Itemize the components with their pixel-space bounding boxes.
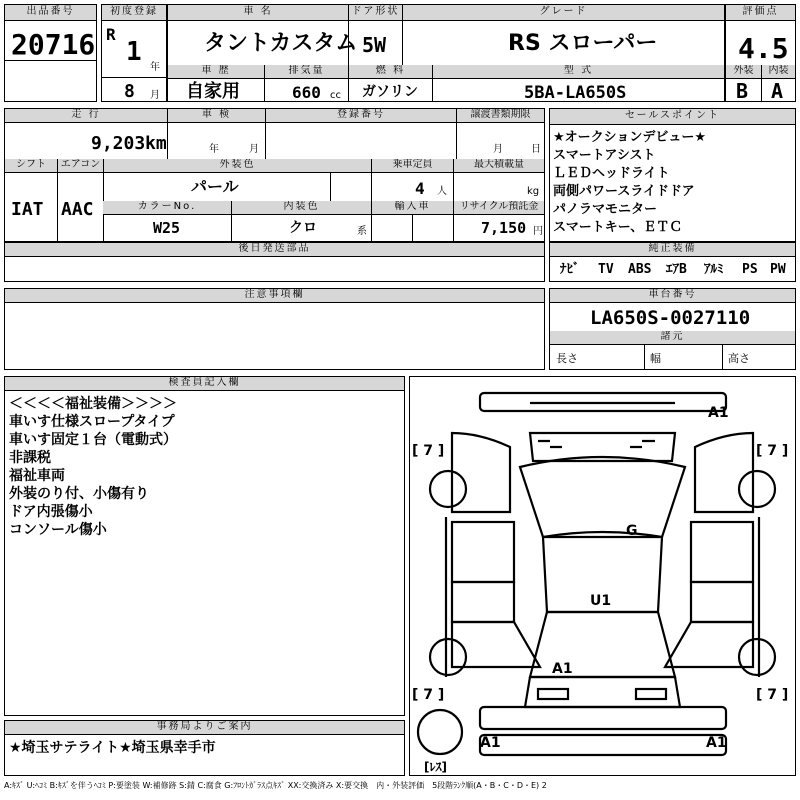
spec-box xyxy=(4,108,545,242)
genuine-equipment-header: 純正装備 xyxy=(550,243,795,257)
equipment-tv: TV xyxy=(598,262,614,277)
shift-header: シフト xyxy=(5,159,57,173)
car-diagram xyxy=(410,377,795,775)
tire-rear-right: [ 7 ] xyxy=(756,687,789,703)
inspector-note-1: ＜＜＜＜福祉装備＞＞＞＞ xyxy=(9,396,177,412)
capacity-header: 乗車定員 xyxy=(371,159,453,173)
lot-number-box xyxy=(4,4,97,102)
color-no-header: カラーNo. xyxy=(103,201,231,215)
mark-u1: U1 xyxy=(590,593,612,609)
office-box xyxy=(4,720,405,776)
genuine-equipment-box xyxy=(549,242,796,282)
mark-g: G xyxy=(626,523,638,539)
transfer-month-unit: 月 xyxy=(493,144,503,155)
model-header: 型 式 xyxy=(432,65,724,79)
notes-header: 注意事項欄 xyxy=(5,289,544,303)
inspector-header: 検査員記入欄 xyxy=(5,377,404,391)
aircon-header: エアコン xyxy=(57,159,103,173)
sales-point-3: ＬＥＤヘッドライト xyxy=(553,166,670,181)
inspector-note-7: ドア内張傷小 xyxy=(9,504,93,520)
height-label: 高さ xyxy=(728,352,750,365)
car-history: 自家用 xyxy=(186,81,240,102)
reg-number-header: 登録番号 xyxy=(265,109,456,123)
first-registration-box xyxy=(101,4,167,102)
cc-unit: cc xyxy=(330,90,341,101)
reg-year: 1 xyxy=(126,37,142,67)
mark-a1-rear-left: A1 xyxy=(480,735,501,751)
shift: IAT xyxy=(11,199,44,220)
notes-box xyxy=(4,288,545,370)
score-header: 評価点 xyxy=(726,5,795,21)
reg-month: 8 xyxy=(124,81,135,102)
equipment-airbag: ｴｱB xyxy=(666,262,687,277)
inspector-note-8: コンソール傷小 xyxy=(9,522,107,538)
grade-header: グレード xyxy=(402,5,724,21)
equipment-alloy: ｱﾙﾐ xyxy=(704,262,724,277)
inspector-note-6: 外装のり付、小傷有り xyxy=(9,486,149,502)
chassis-box xyxy=(549,288,796,370)
inspector-note-2: 車いす仕様スロープタイプ xyxy=(9,414,175,430)
equipment-pw: PW xyxy=(770,262,786,277)
mark-a1-rear: A1 xyxy=(552,661,573,677)
sales-point-1: ★オークションデビュー★ xyxy=(553,130,707,145)
inspector-note-4: 非課税 xyxy=(9,450,51,466)
ext-color-header: 外装色 xyxy=(103,159,371,173)
first-registration-header: 初度登録 xyxy=(102,5,166,21)
km-unit: km xyxy=(145,133,167,154)
equipment-navi: ﾅﾋﾞ xyxy=(560,262,580,277)
door-header: ドア形状 xyxy=(348,5,402,21)
damage-diagram-box xyxy=(409,376,796,776)
lot-number: 20716 xyxy=(11,28,96,61)
inspector-box xyxy=(4,376,405,716)
interior-score: A xyxy=(771,79,784,103)
model: 5BA-LA650S xyxy=(524,83,627,103)
tire-front-left: [ 7 ] xyxy=(412,443,445,459)
aircon: AAC xyxy=(61,199,94,220)
equipment-abs: ABS xyxy=(628,262,652,277)
later-parts-box xyxy=(4,242,545,282)
sales-point-5: パノラマモニター xyxy=(553,202,658,217)
import-header: 輸入車 xyxy=(371,201,453,215)
office-header: 事務局よりご案内 xyxy=(5,721,404,735)
office-text: ★埼玉サテライト★埼玉県幸手市 xyxy=(9,740,216,756)
sales-point-4: 両側パワースライドドア xyxy=(553,184,695,199)
tire-rear-left: [ 7 ] xyxy=(412,687,445,703)
mark-a1-rear-right: A1 xyxy=(706,735,727,751)
sales-points-box xyxy=(549,108,796,242)
int-color: クロ xyxy=(289,220,317,236)
lot-number-header: 出品番号 xyxy=(5,5,96,21)
fuel-header: 燃 料 xyxy=(348,65,432,79)
chassis-number: LA650S-0027110 xyxy=(590,307,751,329)
sales-points-header: セールスポイント xyxy=(550,109,795,125)
inspection-header: 車 検 xyxy=(167,109,265,123)
max-load-header: 最大積載量 xyxy=(453,159,544,173)
insp-year-unit: 年 xyxy=(209,144,219,155)
tire-front-right: [ 7 ] xyxy=(756,443,789,459)
color-no: W25 xyxy=(153,219,181,237)
interior-header: 内装 xyxy=(761,65,795,79)
year-unit: 年 xyxy=(150,62,160,73)
car-name-box xyxy=(167,4,725,102)
sales-point-2: スマートアシスト xyxy=(553,148,656,163)
history-header: 車 歴 xyxy=(168,65,264,79)
recycle-header: リサイクル預託金 xyxy=(453,201,544,215)
grade: RS スローパー xyxy=(508,31,658,56)
inspector-note-5: 福祉車両 xyxy=(9,468,65,484)
mileage: 9,203 xyxy=(91,133,146,154)
recycle-fee: 7,150 xyxy=(481,219,527,237)
score-box xyxy=(725,4,796,102)
ext-color: パール xyxy=(191,177,239,196)
insp-month-unit: 月 xyxy=(249,144,259,155)
era: R xyxy=(106,25,116,44)
exterior-header: 外装 xyxy=(726,65,761,79)
chassis-header: 車台番号 xyxy=(550,289,795,303)
month-unit: 月 xyxy=(150,90,160,101)
transfer-header: 譲渡書類期限 xyxy=(456,109,544,123)
capacity: 4 xyxy=(415,179,425,198)
door-type: 5W xyxy=(362,33,387,57)
kei-unit: 系 xyxy=(357,226,367,237)
car-name-header: 車 名 xyxy=(168,5,348,21)
equipment-ps: PS xyxy=(742,262,758,277)
persons-unit: 人 xyxy=(437,186,447,197)
displacement: 660 xyxy=(292,83,321,102)
score: 4.5 xyxy=(738,32,789,65)
specs-header: 諸元 xyxy=(550,331,795,345)
mileage-header: 走 行 xyxy=(5,109,167,123)
spare-tire: [ﾚｽ] xyxy=(424,760,447,774)
transfer-day-unit: 日 xyxy=(531,144,541,155)
fuel: ガソリン xyxy=(362,84,418,100)
exterior-score: B xyxy=(736,79,749,103)
later-parts-header: 後日発送部品 xyxy=(5,243,544,257)
inspector-note-3: 車いす固定１台（電動式） xyxy=(9,432,177,448)
yen-unit: 円 xyxy=(533,226,543,237)
car-name: タントカスタム xyxy=(204,31,358,56)
kg-unit: kg xyxy=(527,186,540,197)
width-label: 幅 xyxy=(650,352,661,365)
int-color-header: 内装色 xyxy=(231,201,371,215)
length-label: 長さ xyxy=(556,352,578,365)
displacement-header: 排気量 xyxy=(264,65,348,79)
legend: A:ｷｽﾞ U:ﾍｺﾐ B:ｷｽﾞを伴うﾍｺﾐ P:要塗装 W:補修跡 S:錆 C:腐食 G:ﾌﾛﾝﾄｶﾞﾗｽ点ｷｽﾞ XX:交換済み X:要交換 内・外装評価 5段階ﾗﾝｸ順(A・B・C・D・E) 2 xyxy=(4,781,547,790)
sales-point-6: スマートキー、ＥＴＣ xyxy=(553,220,683,235)
mark-a1-front: A1 xyxy=(708,405,729,421)
